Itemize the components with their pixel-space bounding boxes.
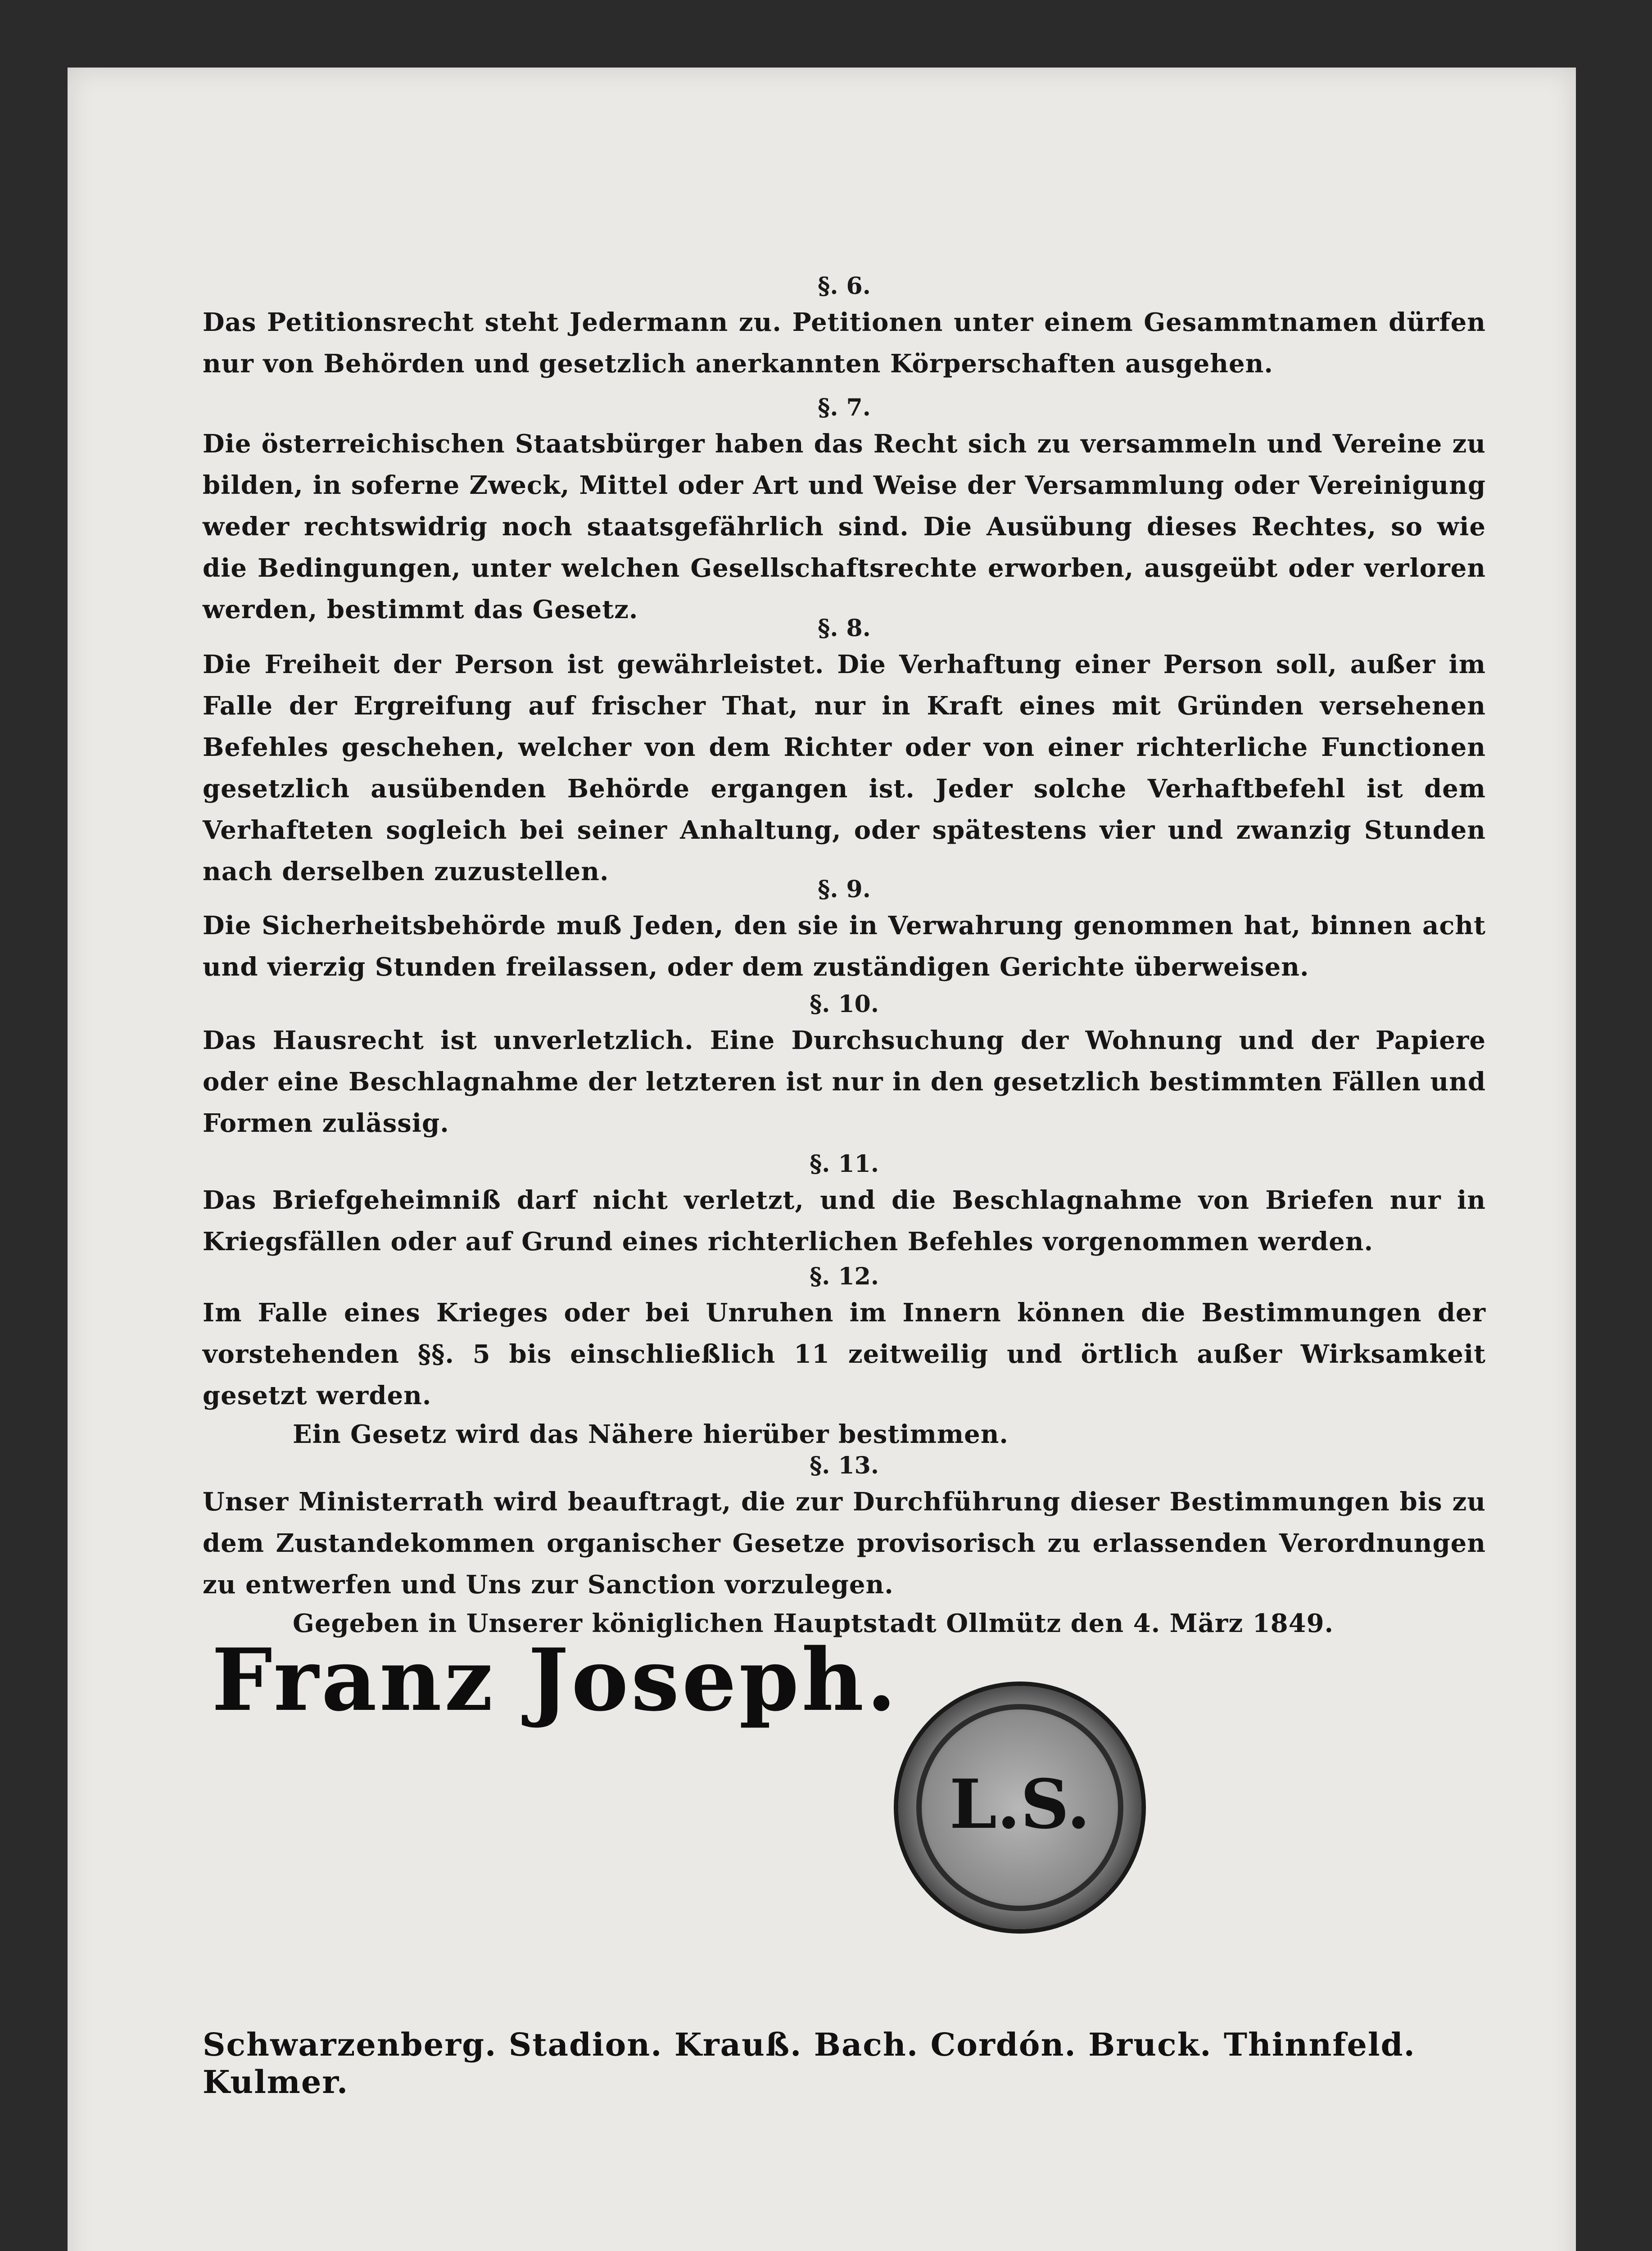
- section-9-heading: §. 9.: [818, 876, 871, 903]
- section-7-text: Die österreichischen Staatsbürger haben das Recht sich zu versammeln und Vereine zu bilden, in soferne Zweck, Mittel oder Art und Weise der Versammlung oder Vereinigung weder rechtswidrig noch staatsgefährlich sind. Die Ausübung dieses Rechtes, so wie die Bedingungen, unter welchen Gesellschaftsrechte erworben, ausgeübt oder verloren werden, bestimmt das Gesetz.: [203, 429, 1486, 624]
- section-6-heading: §. 6.: [818, 272, 871, 300]
- section-10-heading: §. 10.: [810, 990, 879, 1018]
- minister-signatures: Schwarzenberg. Stadion. Krauß. Bach. Cordón. Bruck. Thinnfeld. Kulmer.: [203, 2026, 1416, 2101]
- section-11-text: Das Briefgeheimniß darf nicht verletzt, und die Beschlagnahme von Briefen nur in Kriegsfällen oder auf Grund eines richterlichen Befehles vorgenommen werden.: [203, 1185, 1486, 1257]
- section-12-note: Ein Gesetz wird das Nähere hierüber bestimmen.: [293, 1419, 1009, 1449]
- section-11-heading: §. 11.: [810, 1150, 879, 1178]
- section-13-text: Unser Ministerrath wird beauftragt, die zur Durchführung dieser Bestimmungen bis zu dem Zustandekommen organischer Gesetze provisorisch zu erlassenden Verordnungen zu entwerfen und Uns zur Sanction vorzulegen.: [203, 1487, 1486, 1600]
- seal: [898, 1686, 1141, 1929]
- section-12-heading: §. 12.: [810, 1263, 879, 1290]
- section-12-text: Im Falle eines Krieges oder bei Unruhen im Innern können die Bestimmungen der vorstehenden §§. 5 bis einschließlich 11 zeitweilig und örtlich außer Wirksamkeit gesetzt werden.: [203, 1298, 1486, 1410]
- section-8-heading: §. 8.: [818, 615, 871, 642]
- date-line: Gegeben in Unserer königlichen Hauptstadt Ollmütz den 4. März 1849.: [293, 1609, 1334, 1638]
- section-6-text: Das Petitionsrecht steht Jedermann zu. Petitionen unter einem Gesammtnamen dürfen nur von Behörden und gesetzlich anerkannten Körperschaften ausgehen.: [203, 307, 1486, 379]
- section-13-heading: §. 13.: [810, 1452, 879, 1479]
- seal-text: L.S.: [949, 1765, 1091, 1844]
- section-7-heading: §. 7.: [818, 394, 871, 421]
- section-8-text: Die Freiheit der Person ist gewährleistet. Die Verhaftung einer Person soll, außer im Falle der Ergreifung auf frischer That, nur in Kraft eines mit Gründen versehenen Befehles geschehen, welcher von dem Richter oder von einer richterliche Functionen gesetzlich ausübenden Behörde ergangen ist. Jeder solche Verhaftbefehl ist dem Verhafteten sogleich bei seiner Anhaltung, oder spätestens vier und zwanzig Stunden nach derselben zuzustellen.: [203, 650, 1486, 886]
- section-10-text: Das Hausrecht ist unverletzlich. Eine Durchsuchung der Wohnung und der Papiere oder eine Beschlagnahme der letzteren ist nur in den gesetzlich bestimmten Fällen und Formen zulässig.: [203, 1026, 1486, 1138]
- signature: Franz Joseph.: [212, 1630, 899, 1730]
- document-page: [68, 68, 1576, 2251]
- section-9-text: Die Sicherheitsbehörde muß Jeden, den sie in Verwahrung genommen hat, binnen acht und vierzig Stunden freilassen, oder dem zuständigen Gerichte überweisen.: [203, 911, 1486, 982]
